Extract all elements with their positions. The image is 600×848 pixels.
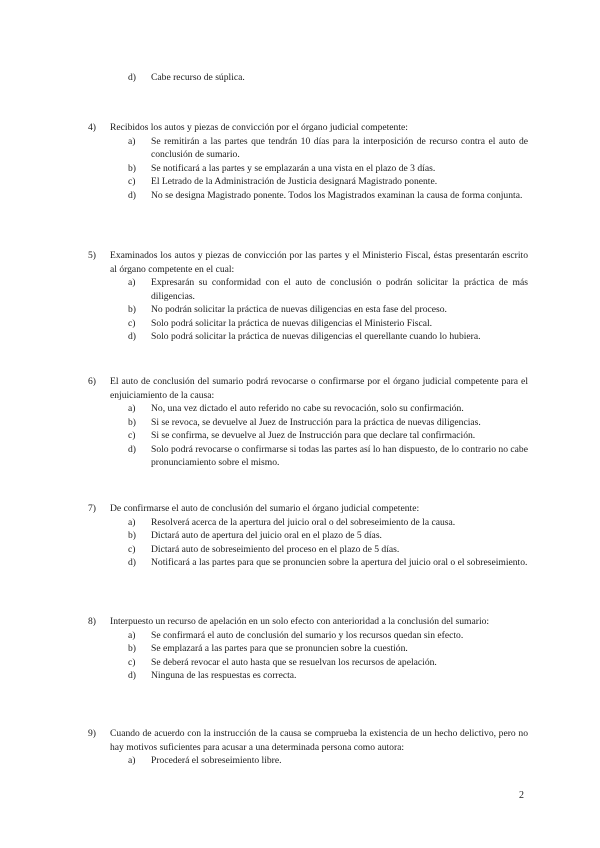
option-letter: d) [128, 557, 136, 568]
option-a [128, 629, 528, 643]
option-c [128, 429, 528, 443]
option-a [128, 516, 528, 530]
question-text: Recibidos los autos y piezas de convicción por el órgano judicial competente: [110, 122, 408, 133]
question-text: De confirmarse el auto de conclusión del sumario el órgano judicial competente: [110, 503, 420, 514]
option-letter: b) [128, 304, 136, 315]
option-letter: a) [128, 629, 136, 641]
option-a [128, 276, 528, 303]
question-number: 6) [88, 376, 96, 387]
option-letter: b) [128, 643, 136, 654]
question-stem [88, 375, 528, 402]
option-b [128, 303, 528, 317]
option-c [128, 317, 528, 331]
question-7 [88, 502, 528, 570]
option-text: No se designa Magistrado ponente. Todos los Magistrados examinan la causa de forma conjunta. [151, 189, 523, 201]
option-text: No podrán solicitar la práctica de nuevas diligencias en esta fase del proceso. [151, 304, 447, 315]
option-b [128, 162, 528, 176]
question-number: 7) [88, 503, 96, 514]
question-text: El auto de conclusión del sumario podrá revocarse o confirmarse por el órgano judicial competente para el enjuiciamiento de la causa: [110, 376, 528, 401]
option-text: Solo podrá revocarse o confirmarse si todas las partes así lo han dispuesto, de lo contrario no cabe pronunciamiento sobre el mismo. [151, 443, 528, 468]
option-letter: d) [128, 189, 136, 201]
option-b [128, 642, 528, 656]
option-text: Solo podrá solicitar la práctica de nuevas diligencias el querellante cuando lo hubiera. [151, 331, 481, 342]
option-b [128, 416, 528, 430]
option-letter: c) [128, 317, 136, 329]
option-text: Expresarán su conformidad con el auto de conclusión o podrán solicitar la práctica de más diligencias. [151, 277, 528, 302]
question-stem [88, 121, 528, 135]
option-d [128, 189, 528, 203]
option-text: Notificará a las partes para que se pronuncien sobre la apertura del juicio oral o el sobreseimiento. [151, 557, 528, 568]
option-letter: c) [128, 176, 136, 187]
option-a [128, 402, 528, 416]
question-number: 8) [88, 616, 96, 627]
option-text: Se notificará a las partes y se emplazarán a una vista en el plazo de 3 días. [151, 162, 436, 174]
question-stem [88, 727, 528, 754]
option-c [128, 656, 528, 670]
option-letter: c) [128, 543, 136, 555]
question-8 [88, 615, 528, 683]
option-letter: a) [128, 516, 136, 528]
option-b [128, 529, 528, 543]
option-text: Se remitirán a las partes que tendrán 10 días para la interposición de recurso contra el auto de conclusión de sumario. [151, 135, 528, 160]
option-letter: b) [128, 162, 136, 174]
option-text: Se confirmará el auto de conclusión del sumario y los recursos quedan sin efecto. [151, 629, 464, 641]
question-text: Interpuesto un recurso de apelación en un solo efecto con anterioridad a la conclusión del sumario: [110, 616, 490, 627]
question-number: 5) [88, 250, 96, 261]
option-d [128, 330, 528, 344]
question-4 [88, 121, 528, 202]
option-text: Dictará auto de sobreseimiento del proceso en el plazo de 5 días. [151, 543, 400, 555]
option-text: Si se revoca, se devuelve al Juez de Instrucción para la práctica de nuevas diligencias. [151, 416, 481, 428]
option-text: Se deberá revocar el auto hasta que se resuelvan los recursos de apelación. [151, 656, 437, 668]
option-letter: d) [128, 670, 136, 681]
option-letter: c) [128, 430, 136, 441]
option-text: Cabe recurso de súplica. [151, 72, 245, 83]
option-letter: c) [128, 656, 136, 668]
option-a [128, 754, 528, 768]
option-c [128, 543, 528, 557]
option-letter: d) [128, 443, 136, 455]
option-letter: d) [128, 72, 136, 83]
option-text: Dictará auto de apertura del juicio oral en el plazo de 5 días. [151, 530, 382, 541]
question-9 [88, 727, 528, 768]
option-d [128, 669, 528, 683]
option-letter: b) [128, 530, 136, 541]
option-text: Ninguna de las respuestas es correcta. [151, 670, 297, 681]
option-d [128, 443, 528, 470]
option-letter: a) [128, 135, 136, 147]
option-letter: b) [128, 416, 136, 428]
question-stem [88, 502, 528, 516]
option-text: Solo podrá solicitar la práctica de nuevas diligencias el Ministerio Fiscal. [151, 317, 433, 329]
option-letter: a) [128, 277, 136, 288]
page-number: 2 [519, 790, 524, 801]
question-number: 9) [88, 728, 96, 739]
option-text: No, una vez dictado el auto referido no cabe su revocación, solo su confirmación. [151, 403, 464, 414]
option-a [128, 135, 528, 162]
question-5 [88, 249, 528, 344]
option-letter: a) [128, 403, 136, 414]
question-text: Examinados los autos y piezas de convicción por las partes y el Ministerio Fiscal, éstas presentarán escrito al órgano competente en el cual: [110, 250, 528, 275]
option-d [128, 71, 528, 85]
option-text: Resolverá acerca de la apertura del juicio oral o del sobreseimiento de la causa. [151, 516, 456, 528]
option-letter: d) [128, 331, 136, 342]
question-6 [88, 375, 528, 470]
question-text: Cuando de acuerdo con la instrucción de la causa se comprueba la existencia de un hecho delictivo, pero no hay motivos suficientes para acusar a una determinada persona como autora: [110, 728, 528, 753]
question-block-prev [88, 71, 528, 85]
option-letter: a) [128, 755, 136, 766]
question-number: 4) [88, 122, 96, 133]
option-d [128, 556, 528, 570]
option-c [128, 175, 528, 189]
question-stem [88, 249, 528, 276]
option-text: Procederá el sobreseimiento libre. [151, 755, 282, 766]
question-stem [88, 615, 528, 629]
option-text: El Letrado de la Administración de Justicia designará Magistrado ponente. [151, 176, 438, 187]
option-text: Si se confirma, se devuelve al Juez de Instrucción para que declare tal confirmación. [151, 430, 476, 441]
option-text: Se emplazará a las partes para que se pronuncien sobre la cuestión. [151, 643, 408, 654]
